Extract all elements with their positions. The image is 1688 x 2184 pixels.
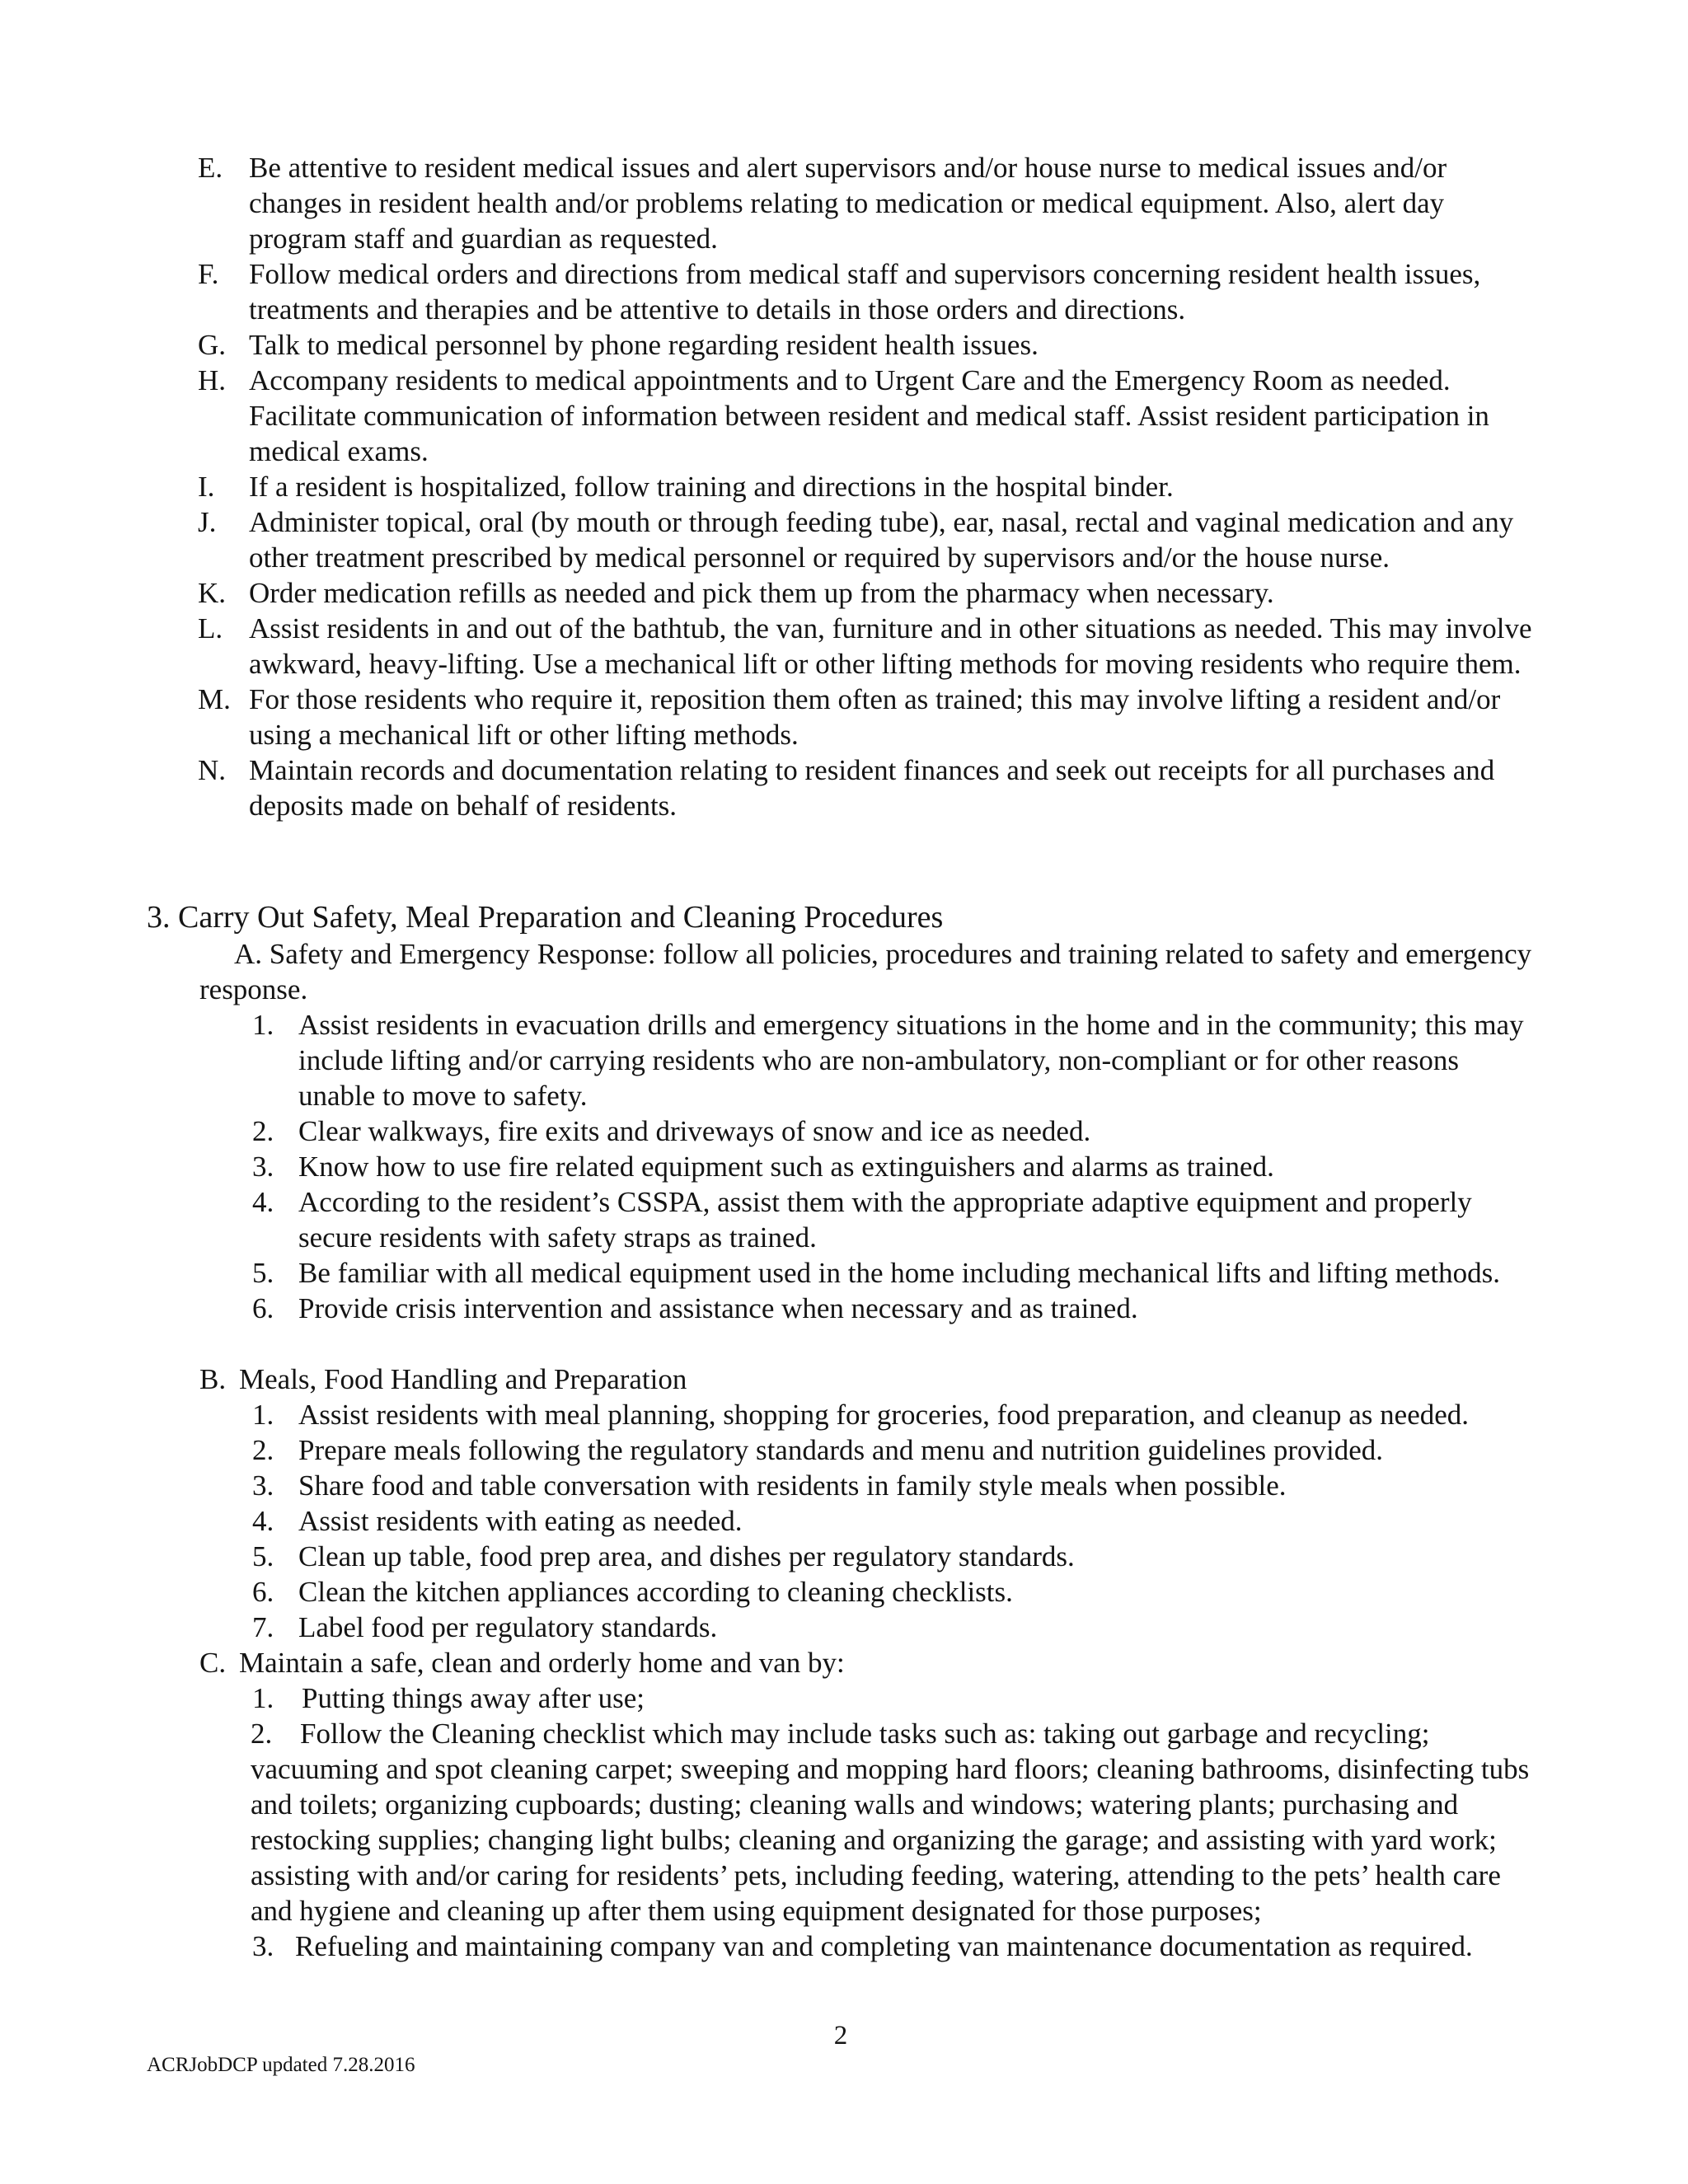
list-item: 7. Label food per regulatory standards. <box>252 1611 718 1643</box>
list-item: G. Talk to medical personnel by phone regarding resident health issues. <box>198 329 1039 361</box>
list-item: E. Be attentive to resident medical issues and alert supervisors and/or house nurse to medical issues and/or changes in resident health and/or problems relating to medication or medical equipment. Also, alert day program staff and guardian as requested. <box>198 152 1447 255</box>
list-item: 6. Provide crisis intervention and assistance when necessary and as trained. <box>252 1292 1138 1324</box>
home-list <box>0 1680 1538 1964</box>
meals-list <box>0 1397 1535 1645</box>
subsection-heading-safety: A. Safety and Emergency Response: follow all policies, procedures and training related to safety and emergency response. <box>199 938 1532 1005</box>
list-item: 1. Assist residents in evacuation drills and emergency situations in the home and in the community; this may include lifting and/or carrying residents who are non-ambulatory, non-compliant or for other reasons unable to move to safety. <box>252 1009 1524 1112</box>
list-item: H. Accompany residents to medical appointments and to Urgent Care and the Emergency Room as needed. Facilitate communication of information between resident and medical staff. Assist resident participation in medical exams. <box>198 364 1489 467</box>
section-heading: 3. Carry Out Safety, Meal Preparation and Cleaning Procedures <box>147 900 944 935</box>
list-item: 3. Refueling and maintaining company van and completing van maintenance documentation as required. <box>252 1930 1473 1962</box>
list-item: 3. Know how to use fire related equipment such as extinguishers and alarms as trained. <box>252 1151 1274 1183</box>
list-item: 1. Assist residents with meal planning, shopping for groceries, food preparation, and cleanup as needed. <box>252 1399 1470 1431</box>
subsection-heading-meals: B. Meals, Food Handling and Preparation <box>199 1363 687 1395</box>
list-item: 2. Clear walkways, fire exits and driveways of snow and ice as needed. <box>252 1115 1091 1147</box>
safety-list <box>0 1007 1535 1326</box>
list-item: N. Maintain records and documentation relating to resident finances and seek out receipts for all purchases and deposits made on behalf of residents. <box>198 754 1495 822</box>
list-item: 4. According to the resident’s CSSPA, assist them with the appropriate adaptive equipment and properly secure residents with safety straps as trained. <box>252 1186 1472 1254</box>
list-item: 4. Assist residents with eating as needed. <box>252 1505 743 1537</box>
list-item: 6. Clean the kitchen appliances according to cleaning checklists. <box>252 1576 1013 1608</box>
subsection-heading-home: C. Maintain a safe, clean and orderly home and van by: <box>199 1647 845 1679</box>
medical-duties-list <box>0 150 1688 823</box>
list-item: F. Follow medical orders and directions from medical staff and supervisors concerning resident health issues, treatments and therapies and be attentive to details in those orders and directions. <box>198 258 1481 326</box>
list-item: L. Assist residents in and out of the bathtub, the van, furniture and in other situations as needed. This may involve awkward, heavy-lifting. Use a mechanical lift or other lifting methods for moving residents who require them. <box>198 612 1532 680</box>
list-item: 5. Clean up table, food prep area, and dishes per regulatory standards. <box>252 1540 1075 1572</box>
page-number: 2 <box>833 2021 848 2050</box>
list-item: I. If a resident is hospitalized, follow training and directions in the hospital binder. <box>198 471 1174 503</box>
list-item: 3. Share food and table conversation with residents in family style meals when possible. <box>252 1469 1287 1502</box>
list-item: J. Administer topical, oral (by mouth or through feeding tube), ear, nasal, rectal and vaginal medication and any other treatment prescribed by medical personnel or required by supervisors and/or the house nurse. <box>198 506 1514 574</box>
list-item: 1. Putting things away after use; <box>252 1682 645 1714</box>
list-item: M. For those residents who require it, reposition them often as trained; this may involve lifting a resident and/or using a mechanical lift or other lifting methods. <box>198 683 1501 751</box>
list-item: 2. Follow the Cleaning checklist which may include tasks such as: taking out garbage and recycling; vacuuming and spot cleaning carpet; sweeping and mopping hard floors; cleaning bathrooms, disinfecting tubs and toilets; organizing cupboards; dusting; cleaning walls and windows; watering plants; purchasing and restocking supplies; changing light bulbs; cleaning and organizing the garage; and assisting with yard work; assisting with and/or caring for residents’ pets, including feeding, watering, attending to the pets’ health care and hygiene and cleaning up after them using equipment designated for those purposes; <box>251 1718 1530 1927</box>
list-item: 2. Prepare meals following the regulatory standards and menu and nutrition guidelines provided. <box>252 1434 1384 1466</box>
footer-note: ACRJobDCP updated 7.28.2016 <box>147 2054 415 2076</box>
list-item: 5. Be familiar with all medical equipment used in the home including mechanical lifts and lifting methods. <box>252 1257 1500 1289</box>
list-item: K. Order medication refills as needed and pick them up from the pharmacy when necessary. <box>198 577 1274 609</box>
